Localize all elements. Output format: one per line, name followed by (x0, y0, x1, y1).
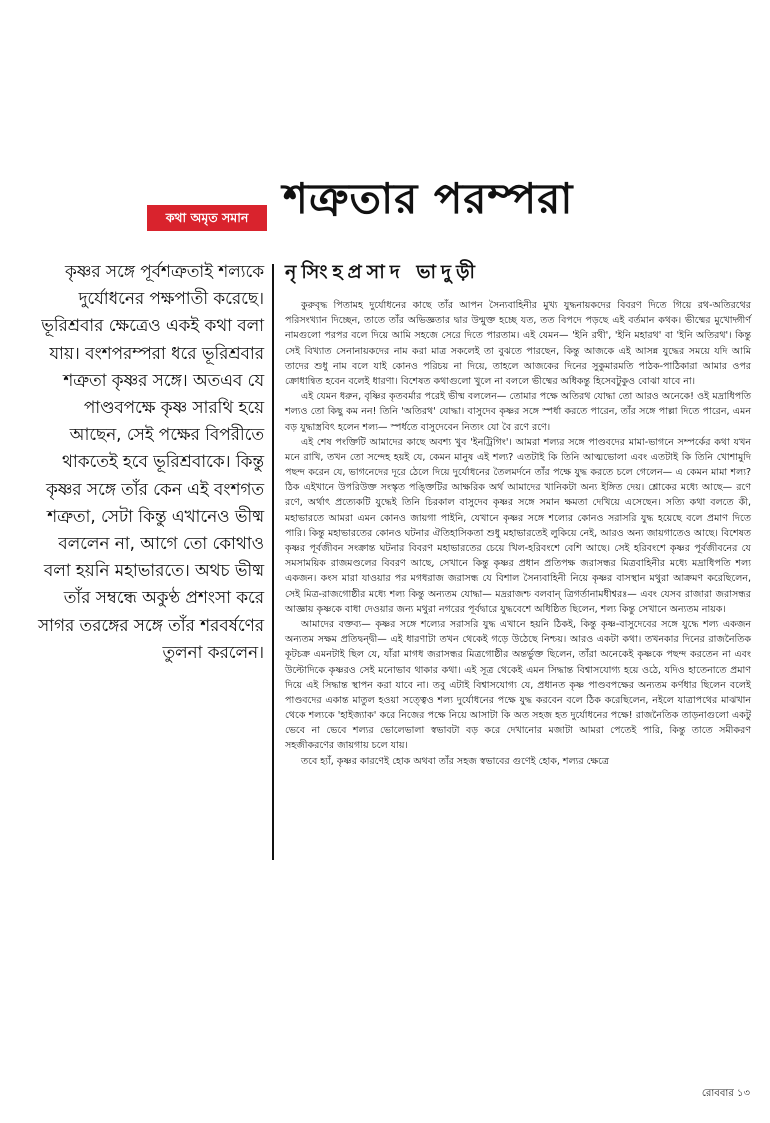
article-title: শত্রুতার পরম্পরা (283, 174, 574, 223)
page-footer: রোববার ১৩ (701, 1088, 750, 1099)
body-paragraph: কুরুবৃদ্ধ পিতামহ দুর্যোধনের কাছে তাঁর আপন সৈন্যবাহিনীর মুখ্য যুদ্ধনায়কদের বিবরণ দিতে গিয়ে রথ-অতিরথের পরিসংখ্যান দিচ্ছেন, তাতে তাঁর অভিজ্ঞতার দ্বার উন্মুক্ত হচ্ছে যত, তত বিপদে পড়ছে এই বর্তমান কথক। ভীষ্মের মুখোদ্গীর্ণ নামগুলো পরপর বলে দিয়ে আমি সহজে সেরে দিতে পারতাম। এই যেমন— 'ইনি রথী', 'ইনি মহারথ' বা 'ইনি অতিরথ'। কিন্তু সেই বিখ্যাত সেনানায়কদের নাম করা মাত্র সকলেই তা বুঝতে পারছেন, কিন্তু আজকে এই আসন্ন যুদ্ধের সময়ে যদি আমি তাদের শুধু নাম বলে যাই কোনও পরিচয় না দিয়ে, তাহলে আজকের দিনের সুকুমারমতি পাঠক-পাঠিকারা আমার ওপর ক্রোধান্বিত হবেন বলেই ধারণা। বিশেষত কথাগুলো খুলে না বললে ভীষ্মের অধিকন্তু হিসেবটুকুও বোঝা যাবে না। (285, 300, 751, 387)
column-divider (272, 264, 274, 860)
body-paragraph: এই শেষ পংক্তিটি আমাদের কাছে অবশ্য খুব 'ইনট্রিগিং'। আমরা শল্যর সঙ্গে পাণ্ডবদের মামা-ভাগনে সম্পর্কের কথা যখন মনে রাখি, তখন তো সন্দেহ হয়ই যে, কেমন মানুষ এই শল্য? এতটাই কি তিনি আত্মভোলা এবং এতটাই কি তিনি খোশামুদি পছন্দ করেন যে, ভাগনেদের দূরে ঠেলে দিয়ে দুর্যোধনের তৈলমর্দনে তাঁর পক্ষে যুদ্ধ করতে চলে গেলেন— এ কেমন মামা শল্য? ঠিক এইখানে উপরিউক্ত সংস্কৃত পঙ্ক্তিটির আক্ষরিক অর্থ আমাদের খানিকটা অন্য ইঙ্গিত দেয়। শ্লোকের মধ্যে আছে— রণে রণে, অর্থাৎ প্রত্যেকটি যুদ্ধেই তিনি চিরকাল বাসুদেব কৃষ্ণর সঙ্গে সমান ক্ষমতা দেখিয়ে এসেছেন। সত্যি কথা বলতে কী, মহাভারতে আমরা এমন কোনও জায়গা পাইনি, যেখানে কৃষ্ণর সঙ্গে শল্যের কোনও সরাসরি যুদ্ধ হয়েছে বলে প্রমাণ দিতে পারি। কিন্তু মহাভারতের কোনও ঘটনার ঐতিহাসিকতা শুধু মহাভারতেই লুকিয়ে নেই, আরও অন্য জায়গাতেও আছে। বিশেষত কৃষ্ণর পূর্বজীবন সংক্রান্ত ঘটনার বিবরণ মহাভারতের চেয়ে খিল-হরিবংশে বেশি আছে। সেই হরিবংশে কৃষ্ণর পূর্বজীবনের যে সমসাময়িক রাজমণ্ডলের বিবরণ আছে, সেখানে কিন্তু কৃষ্ণর প্রধান প্রতিপক্ষ জরাসন্ধর মিত্রবাহিনীর মধ্যে মদ্রাধিপতি শল্য একজন। কংস মারা যাওয়ার পর মগধরাজ জরাসন্ধ যে বিশাল সৈন্যবাহিনী নিয়ে কৃষ্ণর বাসস্থান মথুরা আক্রমণ করেছিলেন, সেই মিত্র-রাজগোষ্ঠীর মধ্যে শল্য কিন্তু অন্যতম যোদ্ধা— মদ্ররাজশ্চ বলবান্‌ ত্রিগর্তানামধীশ্বরঃ— এবং যেসব রাজারা জরাসন্ধর আজ্ঞায় কৃষ্ণকে বাধা দেওয়ার জন্য মথুরা নগরের পূর্বদ্বারে যুদ্ধবেশে অধিষ্ঠিত ছিলেন, শল্য কিন্তু সেখানে অন্যতম নায়ক। (285, 436, 751, 615)
pull-quote: কৃষ্ণর সঙ্গে পূর্বশত্রুতাই শল্যকে দুর্যোধনের পক্ষপাতী করেছে। ভূরিশ্রবার ক্ষেত্রেও একই কথা বলা যায়। বংশপরম্পরা ধরে ভূরিশ্রবার শত্রুতা কৃষ্ণর সঙ্গে। অতএব যে পাণ্ডবপক্ষে কৃষ্ণ সারথি হয়ে আছেন, সেই পক্ষের বিপরীতে থাকতেই হবে ভূরিশ্রবাকে। কিন্তু কৃষ্ণর সঙ্গে তাঁর কেন এই বংশগত শত্রুতা, সেটা কিন্তু এখানেও ভীষ্ম বললেন না, আগে তো কোথাও বলা হয়নি মহাভারতে। অথচ ভীষ্ম তাঁর সম্বন্ধে অকুণ্ঠ প্রশংসা করে সাগর তরঙ্গের সঙ্গে তাঁর শরবর্ষণের তুলনা করলেন। (38, 261, 264, 662)
body-paragraph: এই যেমন ধরুন, বৃষ্ণির কৃতবর্মার পরেই ভীষ্ম বললেন— তোমার পক্ষে অতিরথ যোদ্ধা তো আরও অনেকে! ওই মদ্রাধিপতি শল্যও তো কিছু কম নন! তিনি 'অতিরথ' যোদ্ধা। বাসুদেব কৃষ্ণর সঙ্গে স্পর্ধা করতে পারেন, তাঁর সঙ্গে পাল্লা দিতে পারেন, এমন বড় যুদ্ধাস্ত্রবিৎ হলেন শল্য— স্পর্ধতে বাসুদেবেন নিত্যং যো বৈ রণে রণে। (285, 391, 751, 433)
body-paragraph: আমাদের বক্তব্য— কৃষ্ণর সঙ্গে শল্যের সরাসরি যুদ্ধ এখানে হয়নি ঠিকই, কিন্তু কৃষ্ণ-বাসুদেবের সঙ্গে যুদ্ধে শল্য একজন অন্যতম সক্ষম প্রতিদ্বন্দ্বী— এই ধারণাটা তখন থেকেই গড়ে উঠেছে নিশ্চয়। আরও একটা কথা। তখনকার দিনের রাজনৈতিক কূটচক্র এমনটাই ছিল যে, যাঁরা মাগধ জরাসন্ধর মিত্রগোষ্ঠীর অন্তর্ভুক্ত ছিলেন, তাঁরা অনেকেই কৃষ্ণকে পছন্দ করতেন না এবং উল্টোদিকে কৃষ্ণরও সেই মনোভাব থাকার কথা। এই সূত্র থেকেই এমন সিদ্ধান্ত বিশ্বাসযোগ্য হয়ে ওঠে, যদিও হাতেনাতে প্রমাণ দিয়ে এই সিদ্ধান্ত স্থাপন করা যাবে না। তবু এটাই বিশ্বাসযোগ্য যে, প্রধানত কৃষ্ণ পাণ্ডবপক্ষের অন্যতম কর্ণধার ছিলেন বলেই পাণ্ডবদের একান্ত মাতুল হওয়া সত্ত্বেও শল্য দুর্যোধনের পক্ষে যুদ্ধ করবেন বলে ঠিক করেছিলেন, নইলে যাত্রাপথের মাঝখান থেকে শল্যকে 'হাইজ্যাক' করে নিজের পক্ষে নিয়ে আসাটা কি অত সহজ হত দুর্যোধনের পক্ষে! রাজনৈতিক তাড়নাগুলো একটু ভেবে না ভেবে শল্যর ভোলেভালা স্বভাবটা বড় করে দেখানোর মজাটা আমরা পেতেই পারি, কিন্তু তাতে সমীকরণ সহজীকরণের জায়গায় চলে যায়। (285, 618, 751, 752)
article-body (285, 298, 751, 769)
body-paragraph: তবে হ্যাঁ, কৃষ্ণর কারণেই হোক অথবা তাঁর সহজ স্বভাবের গুণেই হোক, শল্যর ক্ষেত্রে (301, 755, 609, 767)
series-label: কথা অমৃত সমান (147, 205, 267, 231)
author-byline: নৃসিংহপ্রসাদ ভাদুড়ী (285, 261, 480, 283)
